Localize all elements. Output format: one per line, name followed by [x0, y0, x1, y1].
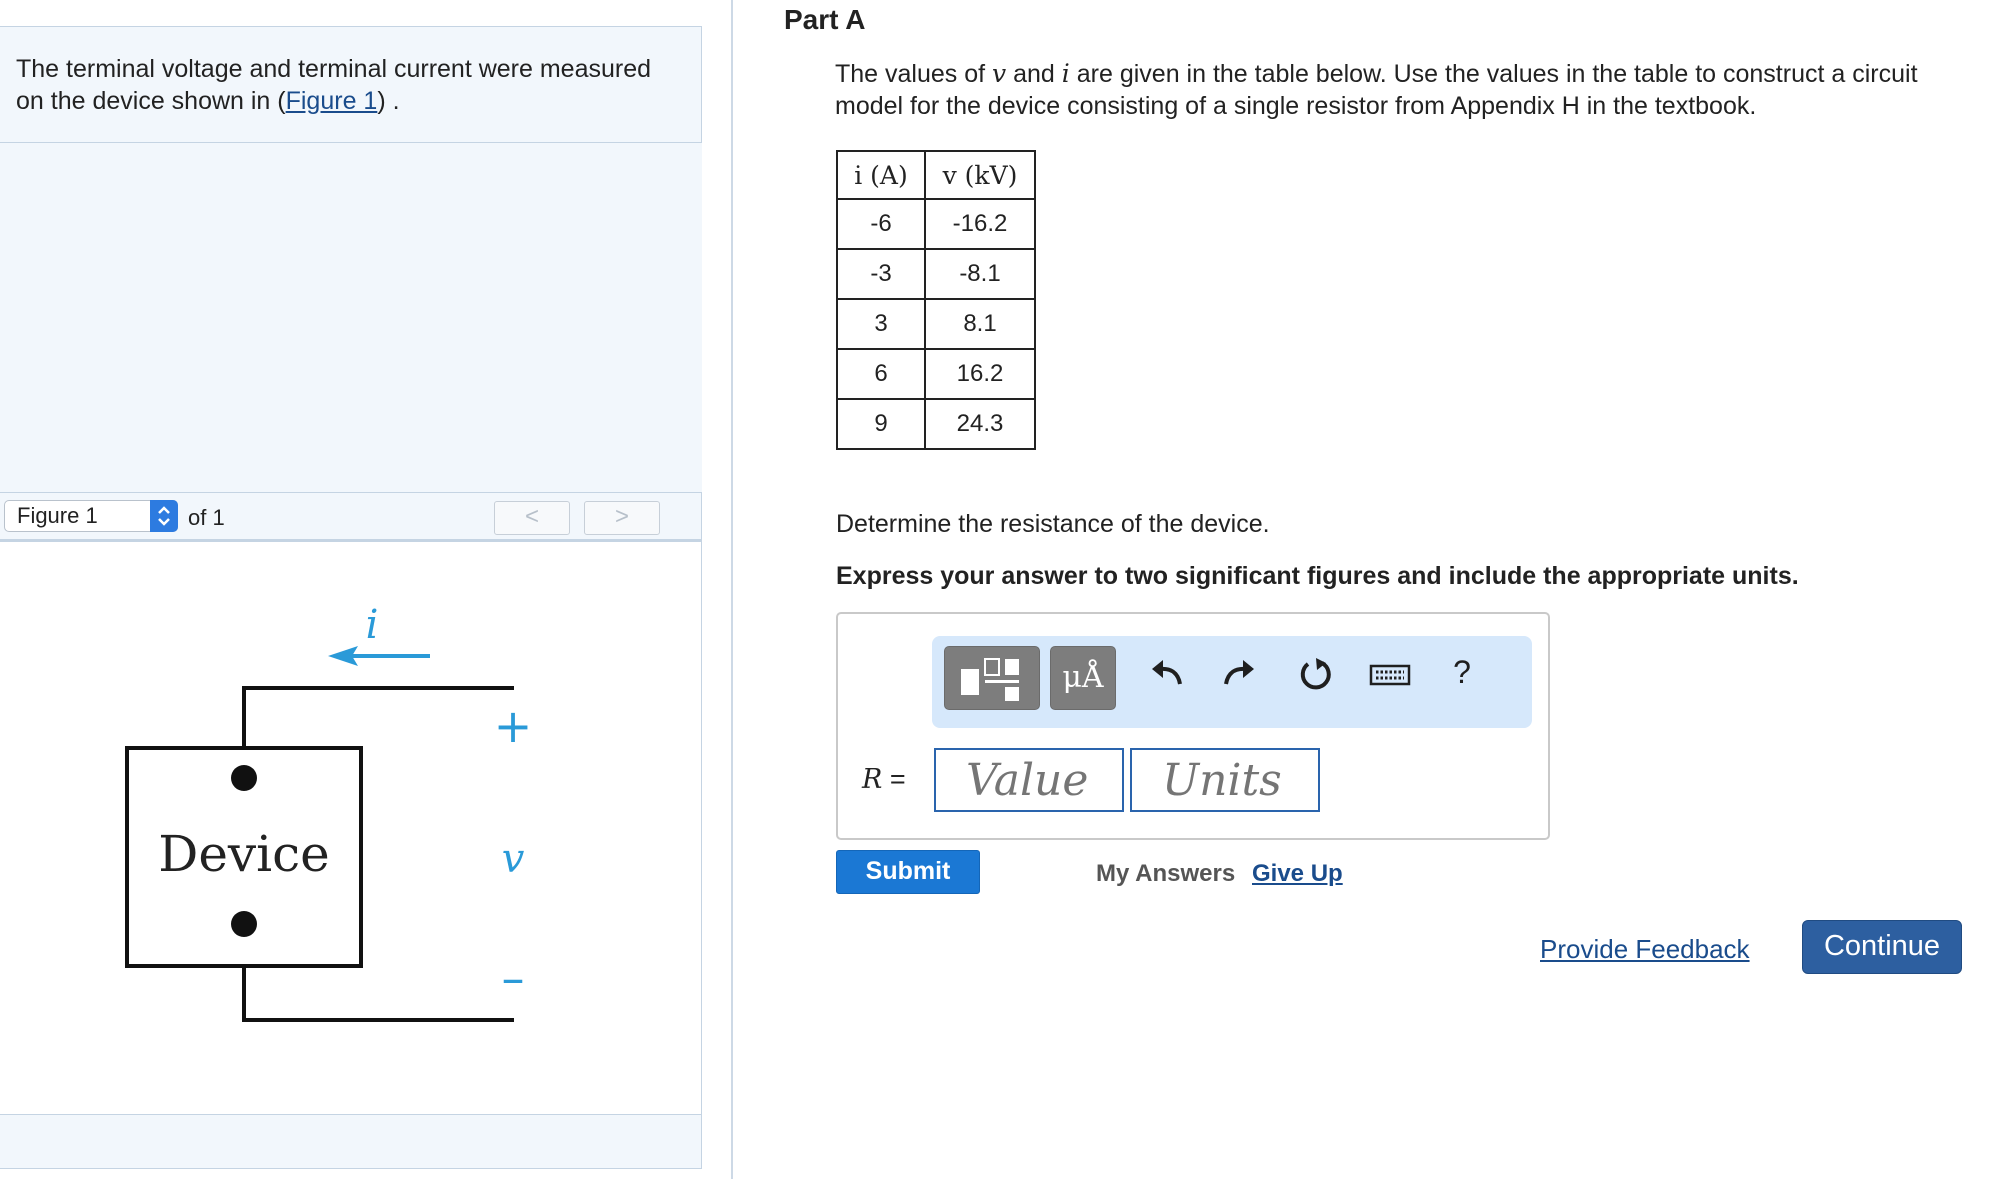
left-panel: [0, 0, 732, 1179]
table-row: 6 16.2: [837, 349, 1035, 399]
select-updown-icon: [150, 500, 178, 532]
answer-toolbar: [932, 636, 1532, 728]
answer-label: R =: [862, 764, 906, 795]
provide-feedback-link[interactable]: Provide Feedback: [1540, 934, 1750, 964]
submit-button[interactable]: Submit: [836, 850, 980, 894]
data-table: [836, 150, 1036, 450]
instruction-text: Express your answer to two significant figures and include the appropriate units.: [836, 562, 1799, 590]
intro-text: The terminal voltage and terminal current were measured on the device shown in (: [16, 55, 652, 115]
intro-text-end: ) .: [377, 87, 400, 115]
templates-button[interactable]: [944, 646, 1040, 710]
figure-link[interactable]: Figure 1: [285, 87, 378, 115]
var-v: v: [992, 59, 1007, 88]
voltage-label: v: [501, 836, 525, 882]
task-text: Determine the resistance of the device.: [836, 510, 1270, 538]
help-icon[interactable]: ?: [1453, 654, 1471, 690]
my-answers-link[interactable]: My Answers: [1096, 860, 1236, 887]
continue-button[interactable]: Continue: [1802, 920, 1962, 974]
device-label: Device: [158, 825, 330, 883]
var-i: i: [1061, 59, 1070, 88]
figure-count: of 1: [188, 505, 225, 530]
figure-footer: [0, 1114, 702, 1169]
undo-icon[interactable]: [1148, 654, 1188, 704]
minus-sign: –: [501, 951, 525, 1005]
units-tool-button[interactable]: μÅ: [1050, 646, 1116, 710]
top-terminal: [231, 765, 257, 791]
keyboard-icon[interactable]: [1368, 654, 1412, 704]
table-row: 3 8.1: [837, 299, 1035, 349]
answer-box: [836, 612, 1550, 840]
chevron-left-icon: <: [524, 503, 539, 530]
chevron-right-icon: >: [614, 503, 629, 530]
table-row: -6 -16.2: [837, 199, 1035, 249]
table-row: -3 -8.1: [837, 249, 1035, 299]
give-up-link[interactable]: Give Up: [1252, 860, 1343, 887]
units-input[interactable]: [1130, 748, 1320, 812]
table-row: 9 24.3: [837, 399, 1035, 449]
current-label: i: [365, 602, 379, 648]
header-current: i (A): [837, 151, 925, 199]
plus-sign: +: [493, 699, 533, 753]
column-divider: [731, 0, 733, 1179]
intro-box: [0, 26, 702, 143]
next-figure-button[interactable]: [584, 501, 660, 535]
table-header-row: [837, 151, 1035, 199]
value-input[interactable]: [934, 748, 1124, 812]
figure-select[interactable]: [4, 500, 178, 532]
reset-icon[interactable]: [1296, 654, 1336, 704]
figure-select-value: Figure 1: [17, 503, 98, 528]
redo-icon[interactable]: [1218, 654, 1258, 704]
header-voltage: v (kV): [925, 151, 1035, 199]
question-text: The values of v and i are given in the table below. Use the values in the table to construct a circuit model for the device consisting of a single resistor from Appendix H in the textbook.: [835, 59, 1918, 120]
left-panel-background: [0, 143, 702, 493]
templates-icon: [945, 647, 1041, 711]
figure-area: [0, 542, 702, 1114]
figure-toolbar: [0, 492, 702, 542]
part-title: Part A: [784, 4, 866, 35]
prev-figure-button[interactable]: [494, 501, 570, 535]
bottom-terminal: [231, 911, 257, 937]
device-circuit-diagram: [0, 542, 700, 1114]
